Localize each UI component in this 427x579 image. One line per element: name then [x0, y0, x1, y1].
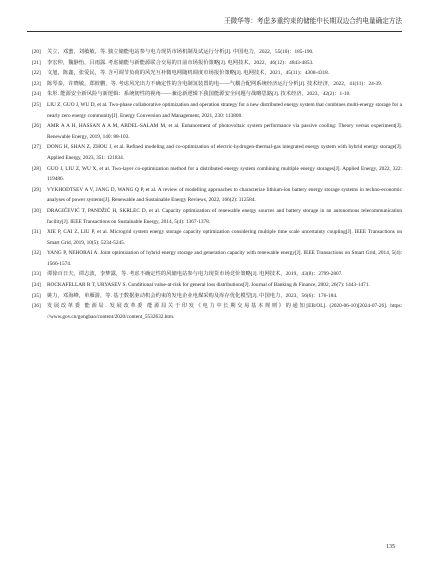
reference-item [32, 269, 402, 280]
reference-number: [26] [32, 123, 41, 130]
reference-item [32, 301, 402, 322]
reference-number: [24] [32, 91, 41, 98]
reference-number: [33] [32, 271, 41, 278]
reference-item [32, 291, 402, 302]
reference-number: [23] [32, 80, 41, 87]
reference-text: 谭徐百日夫，谭志波，李梦露，等. 考虑不确定性的风储电站参与电力现货市场竞价策略[J]. 电网技术，2019，43(8)：2799-2807. [47, 271, 343, 278]
reference-text: YANG P, NEHORAI A. Joint optimization of hybrid energy storage and generation capacity with renewable energy[J]. IEEE Transactions on Smart Grid, 2014, 5(4): 1566-1574. [47, 250, 402, 267]
reference-text: 陈琴泰，许晓敏，郑彼鹏，等. 考虑风光出力不确定性的含电制氢装置的电——气耦合配网系统经济运行分析[J]. 技术经济，2022，41(11)：24-39. [47, 80, 383, 87]
reference-number: [31] [32, 229, 41, 236]
reference-number: [28] [32, 165, 41, 172]
reference-number: [20] [32, 49, 41, 55]
reference-text: 文旭，陈鑫，张爱民，等. 含可调节负荷的风光互补微电网随机调度市场报价策略[J]. 电网技术，2021，45(11)：4308-4318. [47, 70, 330, 77]
reference-number: [32] [32, 250, 41, 257]
page-number: 135 [386, 544, 395, 550]
reference-text: DONG H, SHAN Z, ZHOU J, et al. Refined modeling and co-optimization of electric-hydrogen-thermal-gas integrated energy system with hybrid energy storage[J]. Applied Energy, 2023, 351: 121834. [47, 144, 402, 161]
reference-text: DRAGIČEVIĆ T, PANDŽIĆ H, SKRLEC D, et al. Capacity optimization of renewable energy sources and battery storage in an autonomous telecommunication facility[J]. IEEE Transactions on Sustainable Energy, 2014, 5(4): 1367-1378. [47, 207, 402, 225]
reference-number: [21] [32, 59, 41, 66]
reference-item [32, 100, 402, 121]
reference-number: [22] [32, 70, 41, 77]
reference-item [32, 89, 402, 100]
reference-text: LIU Z, GUO J, WU D, et al. Two-phase collaborative optimization and operation strategy for a new distributed energy system that combines multi-energy storage for a nearly zero energy community[J]. Energy Conversion and Management, 2021, 230: 113800. [47, 101, 402, 119]
reference-number: [27] [32, 144, 41, 151]
reference-item [32, 47, 402, 58]
reference-item [32, 58, 402, 69]
reference-number: [34] [32, 282, 41, 289]
reference-item [32, 121, 402, 142]
reference-number: [29] [32, 186, 41, 193]
reference-number: [25] [32, 101, 41, 108]
reference-item [32, 79, 402, 90]
reference-text: 发展改革委 能源局. 发展改革委 能源局关于印发《电力中长期交易基本规则》的通知[EB/OL]. (2020-06-10)[2024-07-26]. https: //www.gov.cn/gongbao/content/2020/content_5532632.htm. [47, 303, 402, 320]
reference-number: [30] [32, 207, 41, 214]
reference-item [32, 206, 402, 227]
reference-text: 朱彤. 能源安全新风险与新逻辑：系统韧性的视角——兼论新逻辑下我国能源安全问题与战略思路[J]. 技术经济，2023，42(2)：1-10. [47, 91, 351, 98]
reference-item [32, 248, 402, 269]
reference-text: 姚力，邓海峰，单雁游，等. 基于数据驱动机会约束的发电企业电煤采购及库存优化模型[J]. 中国电力，2023，56(6)：176-184. [47, 292, 338, 299]
reference-item [32, 185, 402, 206]
reference-item [32, 227, 402, 248]
reference-list [32, 47, 402, 322]
reference-text: XIE P, CAI Z, LIU P, et al. Microgrid system energy storage capacity optimization considering multiple time scale uncertainty coupling[J]. IEEE Transactions on Smart Grid, 2019, 10(5): 5234-5245. [47, 229, 402, 246]
running-header: 王微华等：考虑多重约束的储能中长期双边合约电量确定方法 [223, 18, 402, 25]
reference-text: ROCKAFELLAR R T, URYASEV S. Conditional value-at-risk for general loss distributions[J]. Journal of Banking & Finance, 2002, 26(7): 1443-1471. [47, 282, 370, 289]
reference-text: 李宏仲，魏静怡，吕雨露. 考虑储能与新能源联合交易的日前市场报价策略[J]. 电网技术，2022，46(12)：4843-4853. [47, 59, 314, 66]
reference-item [32, 280, 402, 291]
reference-text: VYKHODTSEV A V, JANG D, WANG Q P, et al. A review of modelling approaches to characterize lithium-ion battery energy storage systems in techno-economic analyses of power systems[J]. Renewable and Sustainable Energy Reviews, 2022, 166(2): 112584. [47, 186, 402, 204]
reference-text: 关立，邓蜜，刘敏敏，等. 独立储能电站参与电力现货市场机制及试运行分析[J]. 中国电力，2022，55(10)：185-190. [47, 49, 314, 55]
reference-text: AMR A A H, HASSAN A A M, ABDEL-SALAM M, et al. Enhancement of photovoltaic system performance via passive cooling: Theory versus experiment[J]. Renewable Energy, 2019, 140: 88-103. [47, 123, 402, 140]
reference-number: [35] [32, 292, 41, 299]
reference-item [32, 68, 402, 79]
reference-text: GUO J, LIU Z, WU X, et al. Two-layer co-optimization method for a distributed energy system combining multiple energy storages[J]. Applied Energy, 2022, 322: 119486. [47, 165, 402, 183]
header-rule [27, 31, 402, 32]
reference-item [32, 142, 402, 163]
reference-number: [36] [32, 303, 41, 310]
reference-item [32, 164, 402, 185]
